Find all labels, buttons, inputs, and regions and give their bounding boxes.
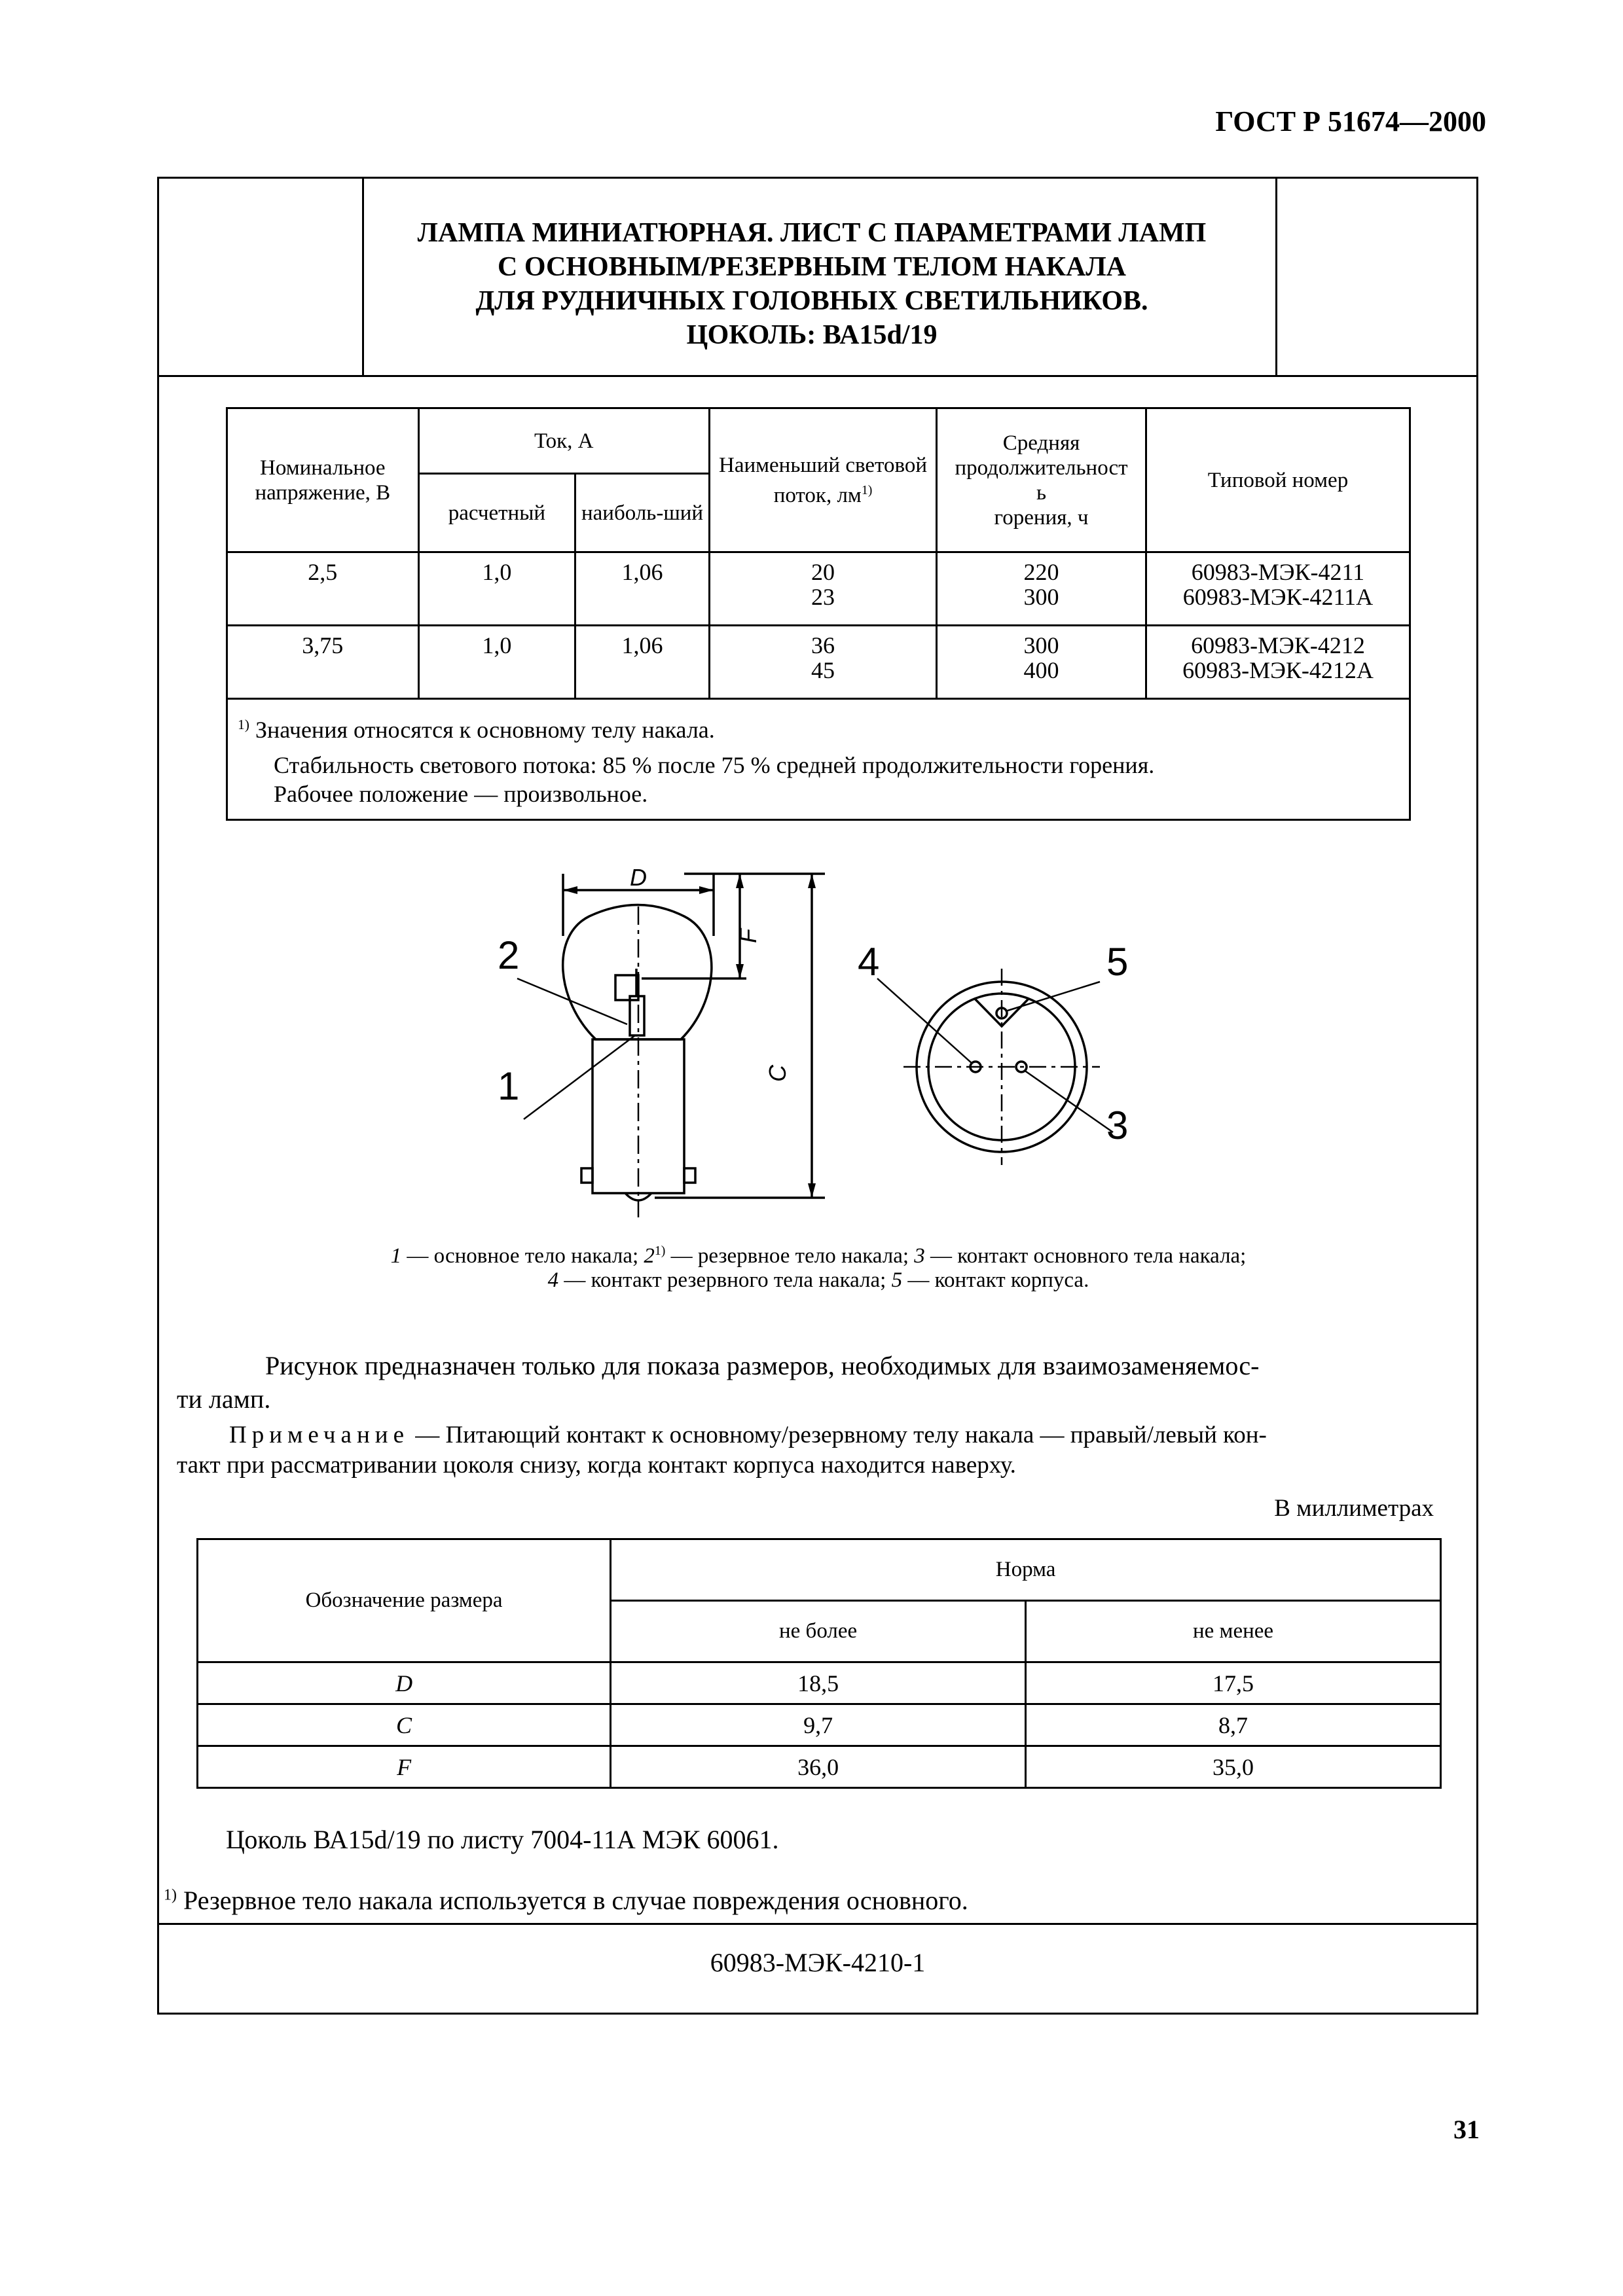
cell-life <box>937 626 1146 699</box>
leader-4 <box>877 978 972 1064</box>
header-current-calc: расчетный <box>418 474 575 552</box>
header-type: Типовой номер <box>1146 408 1410 552</box>
cell-dim-name: D <box>198 1662 611 1704</box>
header-voltage: Номинальное напряжение, В <box>227 408 419 552</box>
header-life-l2: продолжительност <box>955 456 1128 480</box>
caption-n2-sup: 1) <box>654 1244 666 1258</box>
footer-rule <box>159 1923 1476 1925</box>
caption-n1: 1 <box>390 1244 402 1268</box>
note-text: — Питающий контакт к основному/резервному телу накала — правый/левый кон- <box>409 1422 1267 1448</box>
note-block <box>177 1420 1480 1480</box>
header-flux <box>709 408 936 552</box>
title-line-3: ДЛЯ РУДНИЧНЫХ ГОЛОВНЫХ СВЕТИЛЬНИКОВ. <box>475 286 1148 316</box>
label-3: 3 <box>1106 1103 1129 1147</box>
cell-dim-max: 9,7 <box>611 1704 1026 1746</box>
cell-flux-2: 23 <box>811 584 835 610</box>
note-footnote <box>238 710 1363 744</box>
cell-flux-1: 36 <box>811 632 835 658</box>
header-life-l4: горения, ч <box>994 505 1089 529</box>
header-current: Ток, А <box>418 408 709 474</box>
title-line-1: ЛАМПА МИНИАТЮРНАЯ. ЛИСТ С ПАРАМЕТРАМИ ЛАМП <box>417 218 1207 248</box>
title-left-divider <box>362 179 364 376</box>
dimensions-table <box>196 1538 1442 1789</box>
caption-t4: — контакт резервного тела накала; <box>558 1268 892 1292</box>
label-2: 2 <box>498 933 520 977</box>
label-4: 4 <box>858 940 880 984</box>
table-row <box>227 552 1410 626</box>
sheet-title <box>367 216 1257 352</box>
cell-dim-name: F <box>198 1746 611 1788</box>
cell-type <box>1146 626 1410 699</box>
caption-n4: 4 <box>547 1268 559 1292</box>
header-dim-name: Обозначение размера <box>198 1539 611 1662</box>
header-flux-text: Наименьший световой поток, лм <box>718 453 928 507</box>
figure-note-paragraph <box>226 1348 1444 1384</box>
dim-f-label: F <box>735 929 761 943</box>
header-life <box>937 408 1146 552</box>
note-line-2: такт при рассматривании цоколя снизу, когда контакт корпуса находится наверху. <box>177 1452 1016 1479</box>
cell-type-1: 60983-МЭК-4211 <box>1191 559 1365 585</box>
cell-dim-min: 35,0 <box>1026 1746 1441 1788</box>
cell-voltage: 2,5 <box>227 552 419 626</box>
cell-type <box>1146 552 1410 626</box>
standard-designation: ГОСТ Р 51674—2000 <box>1215 105 1486 137</box>
page-number: 31 <box>1453 2115 1480 2144</box>
header-current-max: наиболь-ший <box>575 474 710 552</box>
note-sup: 1) <box>238 717 249 732</box>
caption-n5: 5 <box>891 1268 903 1292</box>
cell-life-2: 300 <box>1023 584 1059 610</box>
caption-t2: — резервное тело накала; <box>665 1244 915 1268</box>
footnote <box>164 1885 1408 1916</box>
cell-type-2: 60983-МЭК-4212А <box>1182 657 1374 683</box>
cell-life <box>937 552 1146 626</box>
note-3: Рабочее положение — произвольное. <box>274 781 648 807</box>
cell-type-2: 60983-МЭК-4211А <box>1182 584 1374 610</box>
table-row <box>198 1662 1441 1704</box>
sheet-code: 60983-МЭК-4210-1 <box>710 1948 926 1977</box>
note-2: Стабильность светового потока: 85 % после 75 % средней продолжительности горения. <box>274 752 1155 778</box>
title-line-4: ЦОКОЛЬ: ВА15d/19 <box>686 320 938 350</box>
caption-n2: 2 <box>644 1244 655 1268</box>
leader-2 <box>517 978 627 1024</box>
cell-life-1: 300 <box>1023 632 1059 658</box>
cell-voltage: 3,75 <box>227 626 419 699</box>
table-row <box>198 1704 1441 1746</box>
table-row <box>198 1746 1441 1788</box>
cell-dim-name: C <box>198 1704 611 1746</box>
header-min: не менее <box>1026 1601 1441 1662</box>
caption-t5: — контакт корпуса. <box>902 1268 1089 1292</box>
cell-life-2: 400 <box>1023 657 1059 683</box>
figure-caption <box>226 1244 1411 1293</box>
title-bottom-rule <box>159 375 1476 377</box>
cell-flux <box>709 552 936 626</box>
table-row <box>227 626 1410 699</box>
caption-t3: — контакт основного тела накала; <box>924 1244 1247 1268</box>
cell-current-calc: 1,0 <box>418 552 575 626</box>
unit-label: В миллиметрах <box>1274 1495 1434 1522</box>
caption-n3: 3 <box>914 1244 925 1268</box>
dim-d-label: D <box>630 864 647 891</box>
note-label: Примечание <box>229 1422 409 1448</box>
cell-current-calc: 1,0 <box>418 626 575 699</box>
note-1: Значения относятся к основному телу накала. <box>249 717 715 743</box>
caption-t1: — основное тело накала; <box>401 1244 644 1268</box>
header-life-l3: ь <box>1036 480 1047 505</box>
footnote-text: Резервное тело накала используется в случае повреждения основного. <box>177 1886 968 1915</box>
title-right-divider <box>1275 179 1277 376</box>
header-flux-sup: 1) <box>861 482 873 497</box>
dim-c-label: C <box>764 1065 791 1082</box>
lamp-drawing <box>458 851 1178 1244</box>
paragraph-line-1: Рисунок предназначен только для показа размеров, необходимых для взаимозаменяемос- <box>265 1351 1260 1380</box>
header-max: не более <box>611 1601 1026 1662</box>
label-1: 1 <box>498 1064 520 1108</box>
cell-flux-2: 45 <box>811 657 835 683</box>
leader-1 <box>524 1035 635 1119</box>
filament-support <box>630 996 644 1035</box>
cell-current-max: 1,06 <box>575 552 710 626</box>
header-life-l1: Средняя <box>1002 431 1080 455</box>
paragraph-line-2: ти ламп. <box>177 1384 271 1414</box>
cell-dim-max: 36,0 <box>611 1746 1026 1788</box>
base-pin-left <box>581 1168 593 1183</box>
base-pin-right <box>684 1168 695 1183</box>
cell-current-max: 1,06 <box>575 626 710 699</box>
base-reference: Цоколь ВА15d/19 по листу 7004-11А МЭК 60061. <box>226 1825 779 1854</box>
header-norm: Норма <box>611 1539 1441 1601</box>
table-notes <box>227 699 1410 820</box>
note-line-1 <box>177 1420 1480 1450</box>
cell-life-1: 220 <box>1023 559 1059 585</box>
label-5: 5 <box>1106 940 1129 984</box>
cell-dim-min: 8,7 <box>1026 1704 1441 1746</box>
cell-type-1: 60983-МЭК-4212 <box>1191 632 1365 658</box>
footnote-sup: 1) <box>164 1886 177 1904</box>
caption-line-1 <box>226 1244 1411 1268</box>
caption-line-2 <box>226 1268 1411 1293</box>
cell-dim-min: 17,5 <box>1026 1662 1441 1704</box>
cell-dim-max: 18,5 <box>611 1662 1026 1704</box>
cell-flux <box>709 626 936 699</box>
cell-flux-1: 20 <box>811 559 835 585</box>
parameters-table <box>226 407 1411 821</box>
title-line-2: С ОСНОВНЫМ/РЕЗЕРВНЫМ ТЕЛОМ НАКАЛА <box>498 252 1126 282</box>
leader-3 <box>1024 1070 1113 1132</box>
